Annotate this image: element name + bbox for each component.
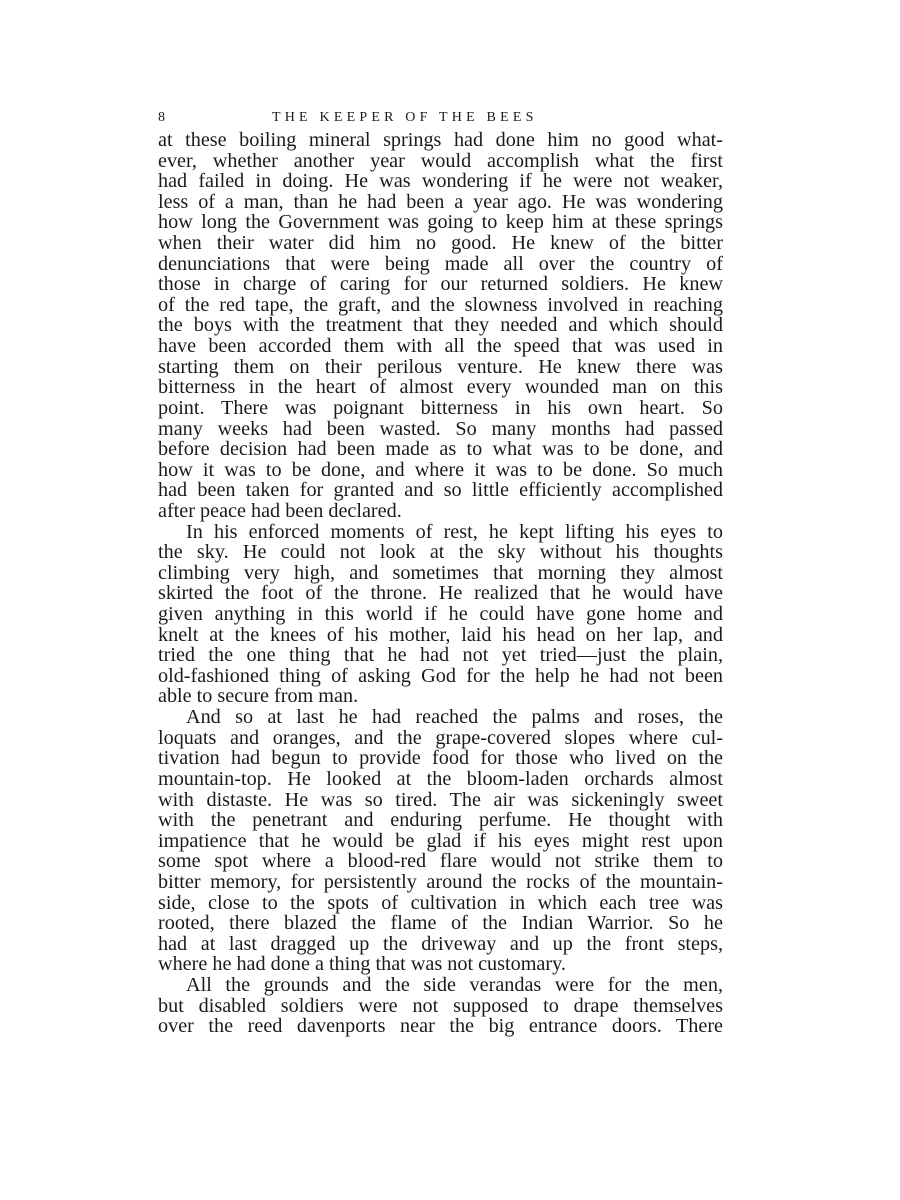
text-line: the sky. He could not look at the sky without his thoughts bbox=[158, 541, 723, 564]
text-line: bitterness in the heart of almost every wounded man on this bbox=[158, 376, 723, 399]
text-line: denunciations that were being made all over the country of bbox=[158, 252, 723, 275]
body-text bbox=[158, 130, 723, 1037]
text-line: the boys with the treatment that they needed and which should bbox=[158, 314, 723, 337]
text-line: skirted the foot of the throne. He realized that he would have bbox=[158, 582, 723, 605]
paragraph bbox=[158, 522, 723, 707]
paragraph bbox=[158, 707, 723, 975]
text-line: have been accorded them with all the speed that was used in bbox=[158, 335, 723, 358]
text-line: ever, whether another year would accomplish what the first bbox=[158, 149, 723, 172]
text-line: how long the Government was going to keep him at these springs bbox=[158, 211, 723, 234]
running-head bbox=[158, 106, 723, 130]
text-line: tried the one thing that he had not yet tried—just the plain, bbox=[158, 644, 723, 667]
text-line: how it was to be done, and where it was to be done. So much bbox=[158, 458, 723, 481]
text-line: climbing very high, and sometimes that morning they almost bbox=[158, 561, 723, 584]
text-line: impatience that he would be glad if his eyes might rest upon bbox=[158, 829, 723, 852]
text-line: able to secure from man. bbox=[158, 685, 359, 708]
text-line: All the grounds and the side verandas were for the men, bbox=[186, 973, 723, 996]
text-line: point. There was poignant bitterness in his own heart. So bbox=[158, 396, 723, 419]
text-line: had failed in doing. He was wondering if he were not weaker, bbox=[158, 170, 723, 193]
text-line: after peace had been declared. bbox=[158, 499, 402, 522]
text-line: rooted, there blazed the flame of the Indian Warrior. So he bbox=[158, 912, 723, 935]
text-line: those in charge of caring for our returned soldiers. He knew bbox=[158, 273, 723, 296]
text-line: mountain-top. He looked at the bloom-laden orchards almost bbox=[158, 767, 723, 790]
book-page bbox=[158, 106, 723, 1037]
text-line: starting them on their perilous venture. He knew there was bbox=[158, 355, 723, 378]
text-line: some spot where a blood-red flare would not strike them to bbox=[158, 850, 723, 873]
text-line: at these boiling mineral springs had done him no good what- bbox=[158, 129, 723, 151]
text-line: knelt at the knees of his mother, laid his head on her lap, and bbox=[158, 623, 723, 646]
text-line: had been taken for granted and so little efficiently accomplished bbox=[158, 479, 723, 502]
text-line: loquats and oranges, and the grape-covered slopes where cul- bbox=[158, 726, 723, 749]
text-line: when their water did him no good. He knew of the bitter bbox=[158, 232, 723, 255]
text-line: given anything in this world if he could have gone home and bbox=[158, 603, 723, 626]
text-line: And so at last he had reached the palms and roses, the bbox=[186, 706, 723, 729]
text-line: side, close to the spots of cultivation in which each tree was bbox=[158, 891, 723, 914]
text-line: bitter memory, for persistently around the rocks of the mountain- bbox=[158, 870, 723, 893]
text-line: less of a man, than he had been a year ago. He was wondering bbox=[158, 190, 723, 213]
page-number: 8 bbox=[158, 110, 165, 125]
running-title: THE KEEPER OF THE BEES bbox=[272, 110, 538, 125]
text-line: before decision had been made as to what was to be done, and bbox=[158, 438, 723, 461]
text-line: with distaste. He was so tired. The air was sickeningly sweet bbox=[158, 788, 723, 811]
text-line: over the reed davenports near the big entrance doors. There bbox=[158, 1015, 723, 1038]
text-line: In his enforced moments of rest, he kept lifting his eyes to bbox=[186, 520, 723, 543]
paragraph bbox=[158, 975, 723, 1037]
text-line: where he had done a thing that was not customary. bbox=[158, 953, 566, 976]
text-line: had at last dragged up the driveway and up the front steps, bbox=[158, 932, 723, 955]
text-line: of the red tape, the graft, and the slowness involved in reaching bbox=[158, 293, 723, 316]
paragraph bbox=[158, 130, 723, 522]
text-line: old-fashioned thing of asking God for the help he had not been bbox=[158, 664, 723, 687]
text-line: but disabled soldiers were not supposed to drape themselves bbox=[158, 994, 723, 1017]
text-line: many weeks had been wasted. So many months had passed bbox=[158, 417, 723, 440]
text-line: tivation had begun to provide food for those who lived on the bbox=[158, 747, 723, 770]
text-line: with the penetrant and enduring perfume. He thought with bbox=[158, 809, 723, 832]
